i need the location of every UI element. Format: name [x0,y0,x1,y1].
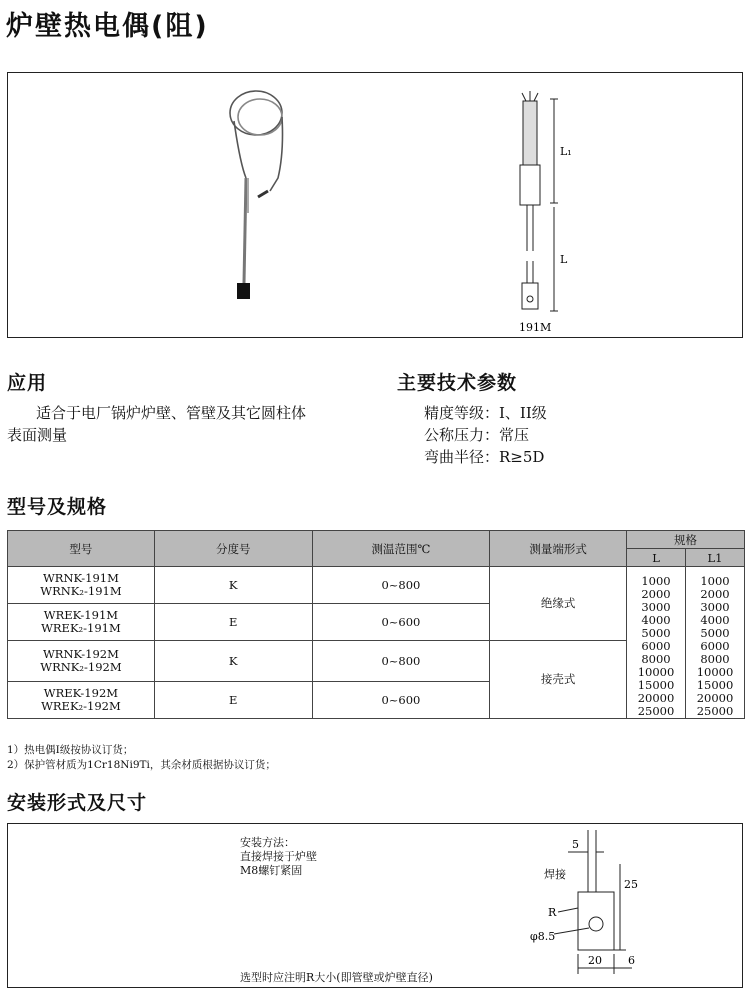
header-grade: 分度号 [154,531,312,567]
length-value: 10000 [637,665,675,679]
length-value: 8000 [700,652,730,666]
hole-label: φ8.5 [530,930,556,943]
length-value: 15000 [637,678,675,692]
length-value: 25000 [637,704,675,718]
model-code: WRNK-192M [42,647,119,661]
param-bend-radius: 弯曲半径：R≥5D [424,448,545,466]
thermocouple-photo [230,91,283,283]
length-value: 10000 [696,665,734,679]
note-1: 1）热电偶I级按协议订货； [7,744,134,756]
range-cell: 0~800 [312,567,490,604]
spec-table [7,530,745,719]
length-value: 20000 [696,691,734,705]
application-text-line1: 适合于电厂锅炉炉壁、管壁及其它圆柱体 [36,404,307,422]
length-value: 4000 [641,613,671,627]
header-model: 型号 [8,531,155,567]
header-terminal: 测量端形式 [490,531,627,567]
application-heading: 应用 [7,372,48,394]
dim-25-label: 25 [624,878,638,891]
header-L1: L1 [685,549,744,567]
model-code: WREK₂-191M [41,621,121,635]
range-cell: 0~600 [312,682,490,719]
product-figure-box [7,72,743,338]
length-value: 3000 [700,600,730,614]
terminal-grounded: 接壳式 [490,641,627,719]
figure-caption: 191M [519,321,552,334]
header-range: 测温范围℃ [312,531,490,567]
install-method-line1: 直接焊接于炉壁 [240,850,317,863]
dim-6-label: 6 [628,954,635,967]
install-box [7,823,743,988]
lengths-L-list [627,567,686,719]
table-row [8,567,745,604]
length-value: 20000 [637,691,675,705]
grade-cell: K [154,567,312,604]
install-dimension-drawing [528,828,648,984]
terminal-insulated: 绝缘式 [490,567,627,641]
dim-L-label: L [560,253,568,266]
length-value: 2000 [641,587,671,601]
length-value: 6000 [700,639,730,653]
grade-cell: E [154,604,312,641]
radius-label: R [548,906,557,919]
grade-cell: E [154,682,312,719]
header-spec: 规格 [627,531,745,549]
install-method-line2: M8螺钉紧固 [240,864,303,877]
length-value: 25000 [696,704,734,718]
length-value: 1000 [641,574,671,588]
length-value: 5000 [641,626,671,640]
length-value: 4000 [700,613,730,627]
length-value: 1000 [700,574,730,588]
param-pressure: 公称压力：常压 [424,426,530,444]
dim-L1-label: L₁ [560,145,572,158]
range-cell: 0~600 [312,604,490,641]
product-drawing [8,73,742,337]
grade-cell: K [154,641,312,682]
application-text-line2: 表面测量 [7,426,68,444]
weld-label: 焊接 [544,868,566,881]
install-heading: 安装形式及尺寸 [7,792,148,814]
note-2: 2）保护管材质为1Cr18Ni9Ti，其余材质根据协议订货； [7,759,276,771]
models-heading: 型号及规格 [7,496,108,518]
install-footer-note: 选型时应注明R大小(即管壁或炉壁直径) [240,971,433,984]
param-accuracy: 精度等级：I、II级 [424,404,547,422]
install-method-title: 安装方法： [240,836,295,849]
length-value: 2000 [700,587,730,601]
length-value: 15000 [696,678,734,692]
dim-5-label: 5 [572,838,579,851]
model-code: WRNK₂-191M [40,584,122,598]
lengths-L1-list [685,567,744,719]
page-title: 炉壁热电偶(阻) [6,11,209,42]
model-code: WREK-192M [43,686,119,700]
length-value: 5000 [700,626,730,640]
params-heading: 主要技术参数 [397,372,518,394]
dimension-drawing [520,91,558,311]
dim-20-label: 20 [588,954,602,967]
range-cell: 0~800 [312,641,490,682]
terminal-block-black [237,283,250,299]
model-code: WREK₂-192M [41,699,121,713]
length-value: 8000 [641,652,671,666]
length-value: 3000 [641,600,671,614]
header-L: L [627,549,686,567]
model-code: WRNK-191M [42,571,119,585]
length-value: 6000 [641,639,671,653]
model-code: WRNK₂-192M [40,660,122,674]
model-code: WREK-191M [43,608,119,622]
